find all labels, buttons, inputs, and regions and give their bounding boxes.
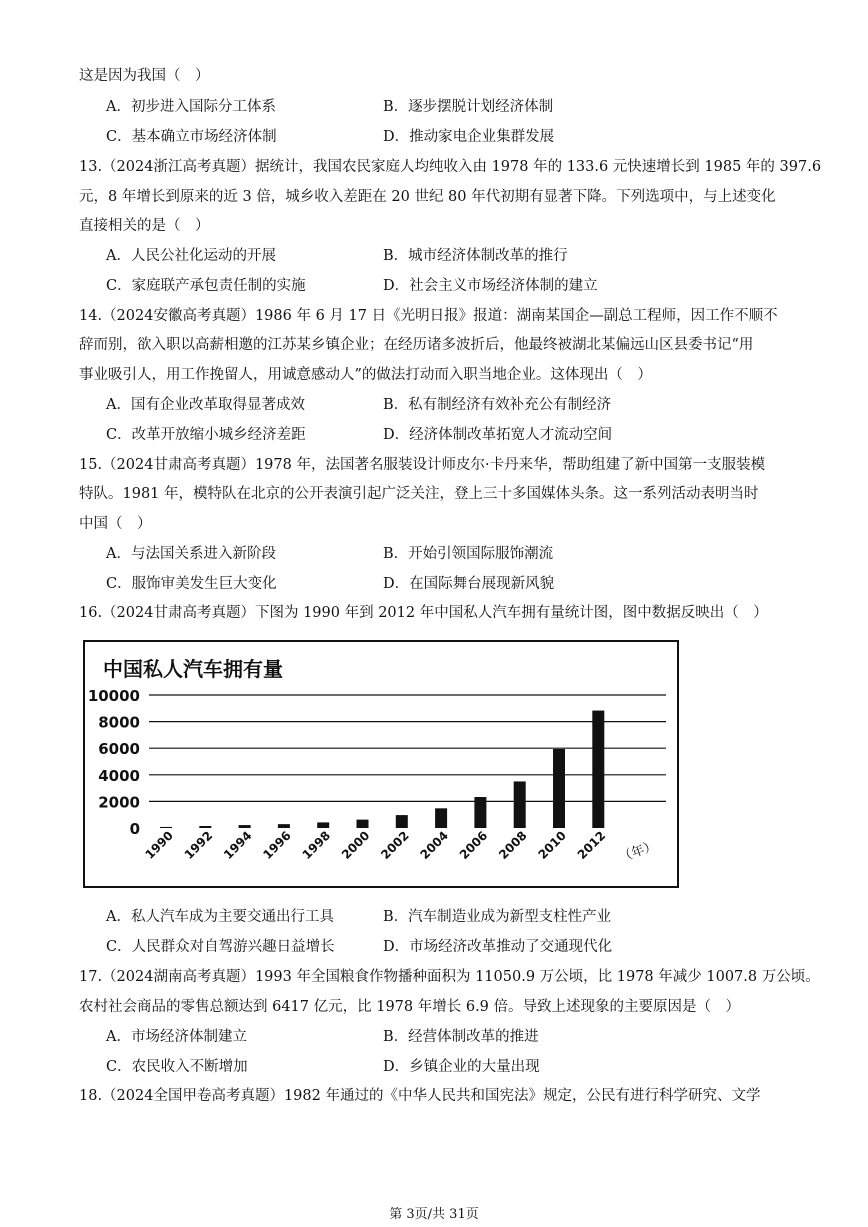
q12-option-d[interactable]: D．推动家电企业集群发展 — [383, 129, 555, 145]
bar — [514, 781, 526, 828]
q17-option-c[interactable]: C．农民收入不断增加 — [106, 1059, 248, 1075]
bar — [317, 822, 329, 828]
page-footer: 第 3页/共 31页 — [389, 1207, 479, 1222]
q16-option-a[interactable]: A．私人汽车成为主要交通出行工具 — [106, 909, 334, 925]
q15-option-b[interactable]: B．开始引领国际服饰潮流 — [383, 546, 554, 562]
q16-option-c[interactable]: C．人民群众对自驾游兴趣日益增长 — [106, 939, 335, 955]
q12-option-b[interactable]: B．逐步摆脱计划经济体制 — [383, 99, 554, 115]
q12-option-c[interactable]: C．基本确立市场经济体制 — [106, 129, 277, 145]
x-tick-label: 2012 — [574, 828, 609, 862]
bar — [239, 825, 251, 828]
bar — [553, 749, 565, 828]
bar — [435, 808, 447, 828]
q13-stem-line2: 元，8 年增长到原来的近 3 倍，城乡收入差距在 20 世纪 80 年代初期有显著下降。下列选项中，与上述变化 — [79, 189, 776, 205]
y-tick-label: 4000 — [98, 766, 140, 785]
y-tick-label: 2000 — [98, 793, 140, 812]
q13-option-b[interactable]: B．城市经济体制改革的推行 — [383, 248, 568, 264]
q13-stem-line1: 13.（2024浙江高考真题）据统计，我国农民家庭人均纯收入由 1978 年的 133.6 元快速增长到 1985 年的 397.6 — [79, 159, 822, 175]
q17-option-d[interactable]: D．乡镇企业的大量出现 — [383, 1059, 540, 1075]
q14-stem-line3: 事业吸引人，用工作挽留人，用诚意感动人”的做法打动而入职当地企业。这体现出（ ） — [79, 367, 652, 383]
x-tick-label: 1990 — [142, 828, 176, 862]
bar — [160, 827, 172, 828]
q13-option-d[interactable]: D．社会主义市场经济体制的建立 — [383, 278, 598, 294]
q15-stem-line1: 15.（2024甘肃高考真题）1978 年，法国著名服装设计师皮尔·卡丹来华，帮助组建了新中国第一支服装模 — [79, 457, 766, 473]
q17-option-a[interactable]: A．市场经济体制建立 — [106, 1029, 247, 1045]
x-unit-label: （年） — [617, 838, 660, 866]
q17-stem-line2: 农村社会商品的零售总额达到 6417 亿元，比 1978 年增长 6.9 倍。导致上述现象的主要原因是（ ） — [79, 999, 741, 1015]
x-tick-label: 1992 — [181, 828, 216, 862]
x-tick-label: 1996 — [260, 828, 294, 862]
y-tick-label: 0 — [129, 820, 140, 838]
q16-option-b[interactable]: B．汽车制造业成为新型支柱性产业 — [383, 909, 612, 925]
bar — [396, 815, 408, 828]
q18-stem-line1: 18.（2024全国甲卷高考真题）1982 年通过的《中华人民共和国宪法》规定，公民有进行科学研究、文学 — [79, 1088, 761, 1104]
y-tick-label: 6000 — [98, 740, 140, 759]
car-ownership-chart — [83, 640, 679, 888]
q12-option-a[interactable]: A．初步进入国际分工体系 — [106, 99, 276, 115]
q13-stem-line3: 直接相关的是（ ） — [79, 218, 210, 234]
x-tick-label: 2000 — [338, 828, 373, 862]
x-tick-label: 1998 — [299, 828, 334, 862]
x-tick-label: 1994 — [221, 828, 255, 862]
q15-option-a[interactable]: A．与法国关系进入新阶段 — [106, 546, 276, 562]
bar — [474, 797, 486, 828]
q14-option-d[interactable]: D．经济体制改革拓宽人才流动空间 — [383, 427, 613, 443]
q17-stem-line1: 17.（2024湖南高考真题）1993 年全国粮食作物播种面积为 11050.9 万公顷，比 1978 年减少 1007.8 万公顷。 — [79, 969, 820, 985]
x-tick-label: 2010 — [535, 828, 569, 862]
q14-option-b[interactable]: B．私有制经济有效补充公有制经济 — [383, 397, 612, 413]
q14-option-c[interactable]: C．改革开放缩小城乡经济差距 — [106, 427, 306, 443]
q14-option-a[interactable]: A．国有企业改革取得显著成效 — [106, 397, 305, 413]
q15-option-c[interactable]: C．服饰审美发生巨大变化 — [106, 576, 277, 592]
q16-stem-line1: 16.（2024甘肃高考真题）下图为 1990 年到 2012 年中国私人汽车拥有量统计图，图中数据反映出（ ） — [79, 605, 768, 621]
q13-option-c[interactable]: C．家庭联产承包责任制的实施 — [106, 278, 306, 294]
q16-option-d[interactable]: D．市场经济改革推动了交通现代化 — [383, 939, 613, 955]
bar — [199, 826, 211, 828]
x-tick-label: 2008 — [496, 828, 530, 862]
q13-option-a[interactable]: A．人民公社化运动的开展 — [106, 248, 276, 264]
q14-stem-line2: 辞而别，欲入职以高薪相邀的江苏某乡镇企业；在经历诸多波折后，他最终被湖北某偏远山区县委书记“用 — [79, 337, 754, 353]
chart-title: 中国私人汽车拥有量 — [103, 657, 283, 681]
chart-svg — [85, 642, 676, 885]
y-tick-label: 8000 — [98, 713, 140, 732]
x-tick-label: 2006 — [456, 828, 491, 862]
q15-option-d[interactable]: D．在国际舞台展现新风貌 — [383, 576, 555, 592]
q15-stem-line3: 中国（ ） — [79, 516, 152, 532]
q14-stem-line1: 14.（2024安徽高考真题）1986 年 6 月 17 日《光明日报》报道：湖南某国企—副总工程师，因工作不顺不 — [79, 308, 778, 324]
q17-option-b[interactable]: B．经营体制改革的推进 — [383, 1029, 539, 1045]
bar — [278, 824, 290, 828]
x-tick-label: 2002 — [378, 828, 412, 862]
bar — [592, 711, 604, 828]
x-tick-label: 2004 — [417, 828, 452, 862]
bar — [357, 820, 369, 828]
q12-stem-tail: 这是因为我国（ ） — [79, 68, 210, 84]
y-tick-label: 10000 — [87, 687, 140, 705]
q15-stem-line2: 特队。1981 年，模特队在北京的公开表演引起广泛关注，登上三十多国媒体头条。这一系列活动表明当时 — [79, 486, 759, 502]
